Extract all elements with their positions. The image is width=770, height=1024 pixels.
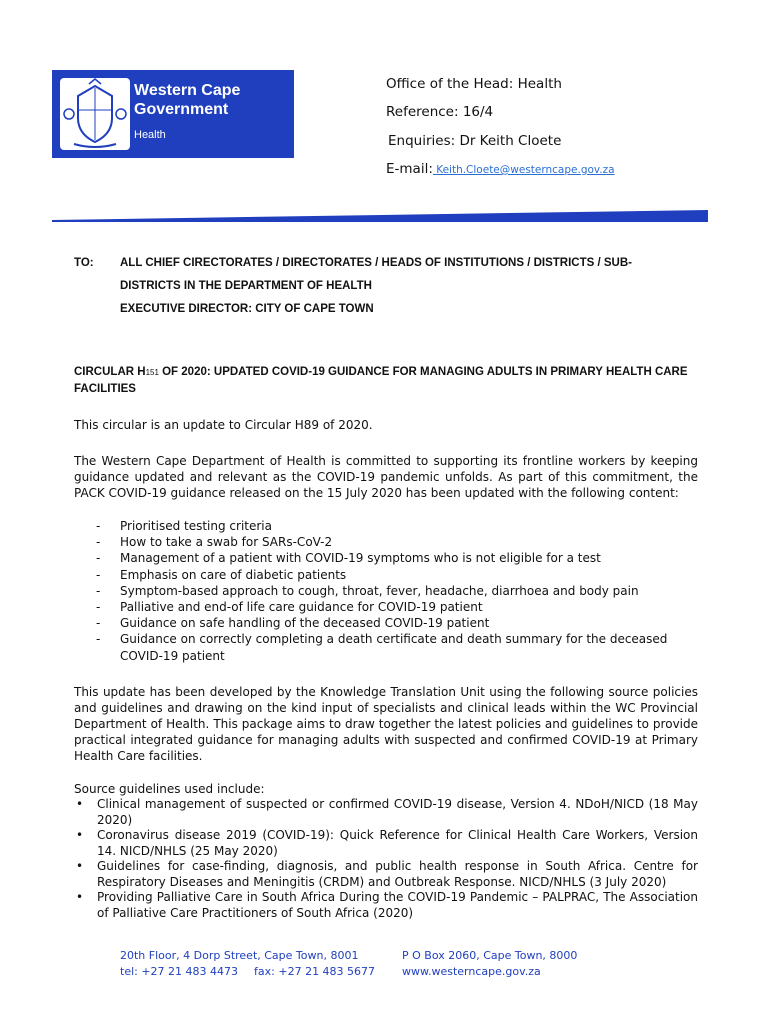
email-link[interactable]: Keith.Cloete@westerncape.gov.za (432, 164, 615, 176)
update-item: - Guidance on safe handling of the deceased COVID-19 patient (92, 615, 702, 631)
office-line: Office of the Head: Health (386, 76, 562, 92)
email-line (386, 161, 615, 177)
header-divider-bar (52, 208, 708, 222)
update-item: - Palliative and end-of life care guidance for COVID-19 patient (92, 599, 702, 615)
source-guideline-item: • Providing Palliative Care in South Africa During the COVID-19 Pandemic – PALPRAC, The Association of Palliative Care Practitioners of South Africa (2020) (74, 890, 698, 921)
recipient-line: EXECUTIVE DIRECTOR: CITY OF CAPE TOWN (120, 303, 374, 315)
footer-postal: P O Box 2060, Cape Town, 8000 www.westerncape.gov.za (402, 949, 578, 978)
update-item: - Prioritised testing criteria (92, 518, 702, 534)
recipient-line: DISTRICTS IN THE DEPARTMENT OF HEALTH (120, 280, 372, 292)
source-guideline-item: • Coronavirus disease 2019 (COVID-19): Quick Reference for Clinical Health Care Workers, Version 14. NICD/NHLS (25 May 2020) (74, 828, 698, 859)
logo-name: Western Cape Government (134, 82, 241, 118)
email-label: E-mail: (386, 161, 433, 177)
update-item: - Management of a patient with COVID-19 symptoms who is not eligible for a test (92, 550, 702, 566)
circular-title: CIRCULAR H151 OF 2020: UPDATED COVID-19 GUIDANCE FOR MANAGING ADULTS IN PRIMARY HEALTH CARE FACILITIES (74, 366, 688, 395)
reference-line: Reference: 16/4 (386, 104, 494, 120)
to-label: TO: (74, 257, 94, 269)
sources-label: Source guidelines used include: (74, 782, 265, 796)
commitment-paragraph: The Western Cape Department of Health is committed to supporting its frontline workers by keeping guidance updated and relevant as the COVID-19 pandemic unfolds. As part of this commitment, the PACK COVID-19 guidance released on the 15 July 2020 has been updated with the following content: (74, 454, 698, 500)
update-item: - Guidance on correctly completing a death certificate and death summary for the deceased COVID-19 patient (92, 631, 702, 663)
recipients (120, 252, 690, 321)
enquiries-line: Enquiries: Dr Keith Cloete (388, 133, 562, 149)
source-guideline-item: • Clinical management of suspected or confirmed COVID-19 disease, Version 4. NDoH/NICD (18 May 2020) (74, 797, 698, 828)
source-guidelines-list (74, 797, 698, 921)
logo-department: Health (134, 129, 166, 141)
recipient-line: ALL CHIEF CIRECTORATES / DIRECTORATES / HEADS OF INSTITUTIONS / DISTRICTS / SUB- (120, 257, 632, 269)
intro-paragraph: This circular is an update to Circular H89 of 2020. (74, 418, 373, 432)
footer-address: 20th Floor, 4 Dorp Street, Cape Town, 8001 tel: +27 21 483 4473 fax: +27 21 483 5677 (120, 949, 376, 978)
update-items-list (92, 518, 702, 664)
coat-of-arms-icon (60, 78, 130, 150)
update-item: - How to take a swab for SARs-CoV-2 (92, 534, 702, 550)
development-paragraph: This update has been developed by the Knowledge Translation Unit using the following source policies and guidelines and drawing on the kind input of specialists and clinical leads within the WC Provincial Department of Health. This package aims to draw together the latest policies and guidelines to provide practical integrated guidance for managing adults with suspected and confirmed COVID-19 at Primary Health Care facilities. (74, 685, 698, 763)
footer-website-link[interactable]: www.westerncape.gov.za (402, 965, 541, 978)
source-guideline-item: • Guidelines for case-finding, diagnosis, and public health response in South Africa. Centre for Respiratory Diseases and Meningitis (CRDM) and Outbreak Response. NICD/NHLS (3 July 2020) (74, 859, 698, 890)
update-item: - Symptom-based approach to cough, throat, fever, headache, diarrhoea and body pain (92, 583, 702, 599)
western-cape-government-logo (52, 70, 294, 158)
update-item: - Emphasis on care of diabetic patients (92, 567, 702, 583)
